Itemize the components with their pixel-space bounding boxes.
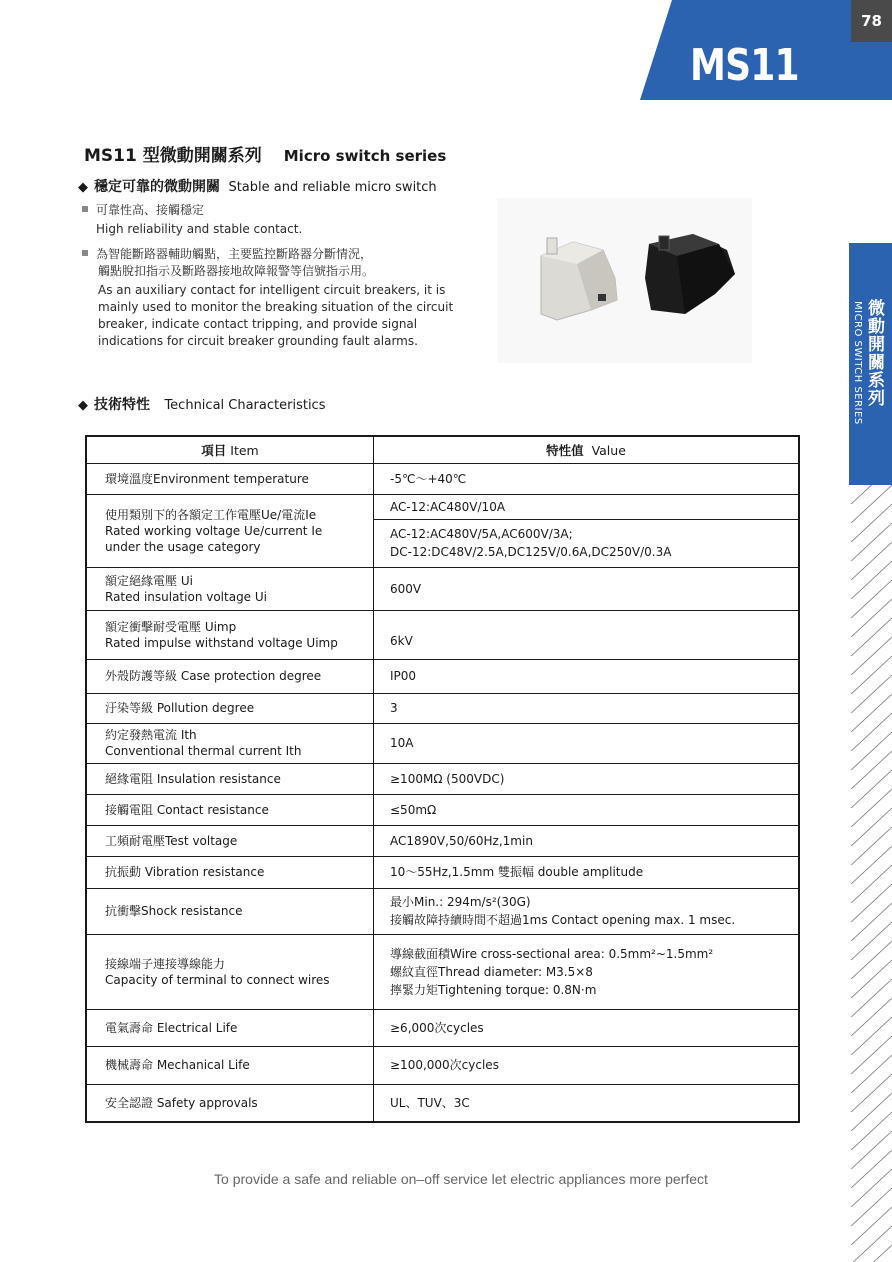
item-text: 汙染等級 Pollution degree <box>105 701 255 715</box>
item-text: Rated insulation voltage Ui <box>105 589 267 604</box>
item-cell <box>86 1084 374 1122</box>
side-tab <box>849 243 892 485</box>
bullet2-en: As an auxiliary contact for intelligent circuit breakers, it is mainly used to monitor the breaking situation of the circuit breaker, indicate contact tripping, and provide signal indications for circuit breaker grounding fault alarms. <box>98 283 454 348</box>
title-zh: MS11 型微動開關系列 <box>84 146 262 166</box>
diamond-icon: ◆ <box>78 398 88 413</box>
section2-zh: 技術特性 <box>94 397 150 413</box>
item-cell <box>86 693 374 723</box>
bullet2-zh-2: 觸點脫扣指示及斷路器接地故障報警等信號指示用。 <box>98 264 375 278</box>
value-cell <box>374 610 800 659</box>
value-cell <box>374 659 800 693</box>
value-cell <box>374 763 800 794</box>
page-title <box>84 141 446 166</box>
section1-en: Stable and reliable micro switch <box>228 180 437 195</box>
item-cell <box>86 934 374 1009</box>
value-text: 最小Min.: 294m/s²(30G) <box>390 895 531 909</box>
value-cell <box>374 494 800 519</box>
bullet1-zh: 可靠性高、接觸穩定 <box>96 203 205 217</box>
value-cell <box>374 1084 800 1122</box>
item-cell <box>86 723 374 763</box>
value-text: AC-12:AC480V/5A,AC600V/3A; <box>390 527 573 541</box>
section1-zh: 穩定可靠的微動開關 <box>94 179 220 195</box>
value-text: 10～55Hz,1.5mm 雙振幅 double amplitude <box>390 865 644 879</box>
page-number: 78 <box>851 0 892 42</box>
product-photo <box>497 198 752 363</box>
table-row <box>86 567 799 610</box>
bullet2-zh-line <box>82 246 462 263</box>
hatch-pattern <box>849 485 892 1262</box>
col-header-item <box>86 436 374 463</box>
value-text: 3 <box>390 701 398 715</box>
value-text: ≤50mΩ <box>390 802 437 817</box>
value-cell <box>374 1046 800 1084</box>
table-row <box>86 763 799 794</box>
item-text: 機械壽命 Mechanical Life <box>105 1058 250 1072</box>
item-text: 絕緣電阻 Insulation resistance <box>105 771 281 786</box>
value-text: 導線截面積Wire cross-sectional area: 0.5mm²~1.5mm² <box>390 946 714 961</box>
section2-en: Technical Characteristics <box>164 398 326 413</box>
item-text: 約定發熱電流 Ith <box>105 728 197 742</box>
feature-bullet-1 <box>82 202 302 238</box>
item-text: Capacity of terminal to connect wires <box>105 972 330 987</box>
table-row <box>86 888 799 934</box>
item-cell <box>86 763 374 794</box>
value-cell <box>374 856 800 888</box>
item-text: 額定絕緣電壓 Ui <box>105 573 193 588</box>
value-cell <box>374 693 800 723</box>
item-cell <box>86 888 374 934</box>
value-cell <box>374 519 800 567</box>
item-text: 額定衝擊耐受電壓 Uimp <box>105 619 237 634</box>
item-cell <box>86 825 374 856</box>
table-row <box>86 825 799 856</box>
table-header-row <box>86 436 799 463</box>
square-bullet-icon <box>82 206 88 212</box>
value-text: AC-12:AC480V/10A <box>390 499 506 514</box>
header-value-zh: 特性值 <box>546 442 584 458</box>
table-row <box>86 494 799 519</box>
value-text: 600V <box>390 581 422 596</box>
table-row <box>86 723 799 763</box>
table-row <box>86 934 799 1009</box>
value-cell <box>374 825 800 856</box>
item-cell <box>86 494 374 567</box>
item-text: Conventional thermal current Ith <box>105 744 302 758</box>
header-value-en: Value <box>591 442 626 458</box>
item-cell <box>86 856 374 888</box>
item-text: Rated working voltage Ue/current Ie <box>105 523 323 538</box>
footer-slogan: To provide a safe and reliable on–off service let electric appliances more perfect <box>214 1171 708 1187</box>
value-cell <box>374 794 800 825</box>
item-cell <box>86 463 374 494</box>
value-text: -5℃～+40℃ <box>390 471 467 486</box>
square-bullet-icon <box>82 250 88 256</box>
item-cell <box>86 1046 374 1084</box>
table-row <box>86 1084 799 1122</box>
header-item-en: Item <box>230 442 259 458</box>
value-cell <box>374 888 800 934</box>
item-text: 抗衝擊Shock resistance <box>105 904 243 918</box>
bullet1-zh-line <box>82 202 302 219</box>
table-row <box>86 659 799 693</box>
diamond-icon: ◆ <box>78 180 88 195</box>
value-text: 接觸故障持續時間不超過1ms Contact opening max. 1 msec. <box>390 913 736 927</box>
value-text: ≥100,000次cycles <box>390 1058 499 1072</box>
item-text: 使用類別下的各額定工作電壓Ue/電流Ie <box>105 507 317 522</box>
side-tab-en: MICRO SWITCH SERIES <box>852 301 863 425</box>
item-cell <box>86 794 374 825</box>
item-cell <box>86 1009 374 1046</box>
bullet1-en: High reliability and stable contact. <box>96 222 303 236</box>
value-text: DC-12:DC48V/2.5A,DC125V/0.6A,DC250V/0.3A <box>390 545 672 559</box>
item-text: 抗振動 Vibration resistance <box>105 865 265 879</box>
item-text: 工頻耐電壓Test voltage <box>105 833 238 848</box>
table-row <box>86 856 799 888</box>
feature-bullet-2 <box>82 246 462 350</box>
tech-spec-table <box>85 435 800 1123</box>
item-text: under the usage category <box>105 539 261 554</box>
value-cell <box>374 567 800 610</box>
value-text: 10A <box>390 736 414 750</box>
section-heading-technical <box>78 394 325 414</box>
value-cell <box>374 463 800 494</box>
item-text: Rated impulse withstand voltage Uimp <box>105 635 338 650</box>
value-text: ≥100MΩ (500VDC) <box>390 771 505 786</box>
table-row <box>86 794 799 825</box>
side-tab-zh: 微動開關系列 <box>864 299 884 407</box>
table-row <box>86 693 799 723</box>
item-text: 環境溫度Environment temperature <box>105 471 309 486</box>
value-text: ≥6,000次cycles <box>390 1020 484 1035</box>
item-text: 電氣壽命 Electrical Life <box>105 1020 238 1035</box>
table-row <box>86 610 799 659</box>
value-text: 螺紋直徑Thread diameter: M3.5×8 <box>390 964 593 979</box>
value-text: UL、TUV、3C <box>390 1095 470 1110</box>
col-header-value <box>374 436 800 463</box>
value-text: AC1890V,50/60Hz,1min <box>390 833 533 848</box>
section-heading-features <box>78 176 437 196</box>
item-cell <box>86 659 374 693</box>
value-cell <box>374 1009 800 1046</box>
item-text: 外殼防護等級 Case protection degree <box>105 669 322 683</box>
item-text: 接線端子連接導線能力 <box>105 956 226 971</box>
value-cell <box>374 934 800 1009</box>
table-row <box>86 463 799 494</box>
bullet2-zh: 為智能斷路器輔助觸點，主要監控斷路器分斷情況， <box>96 247 373 261</box>
title-en: Micro switch series <box>283 147 447 165</box>
value-text: IP00 <box>390 669 417 683</box>
item-text: 接觸電阻 Contact resistance <box>105 802 269 817</box>
table-row <box>86 1009 799 1046</box>
value-cell <box>374 723 800 763</box>
value-text: 6kV <box>390 633 413 648</box>
table-row <box>86 1046 799 1084</box>
item-text: 安全認證 Safety approvals <box>105 1095 258 1110</box>
header-model-title: MS11 <box>690 40 799 91</box>
item-cell <box>86 610 374 659</box>
header-item-zh: 項目 <box>201 442 227 458</box>
value-text: 擰緊力矩Tightening torque: 0.8N·m <box>390 982 597 997</box>
item-cell <box>86 567 374 610</box>
